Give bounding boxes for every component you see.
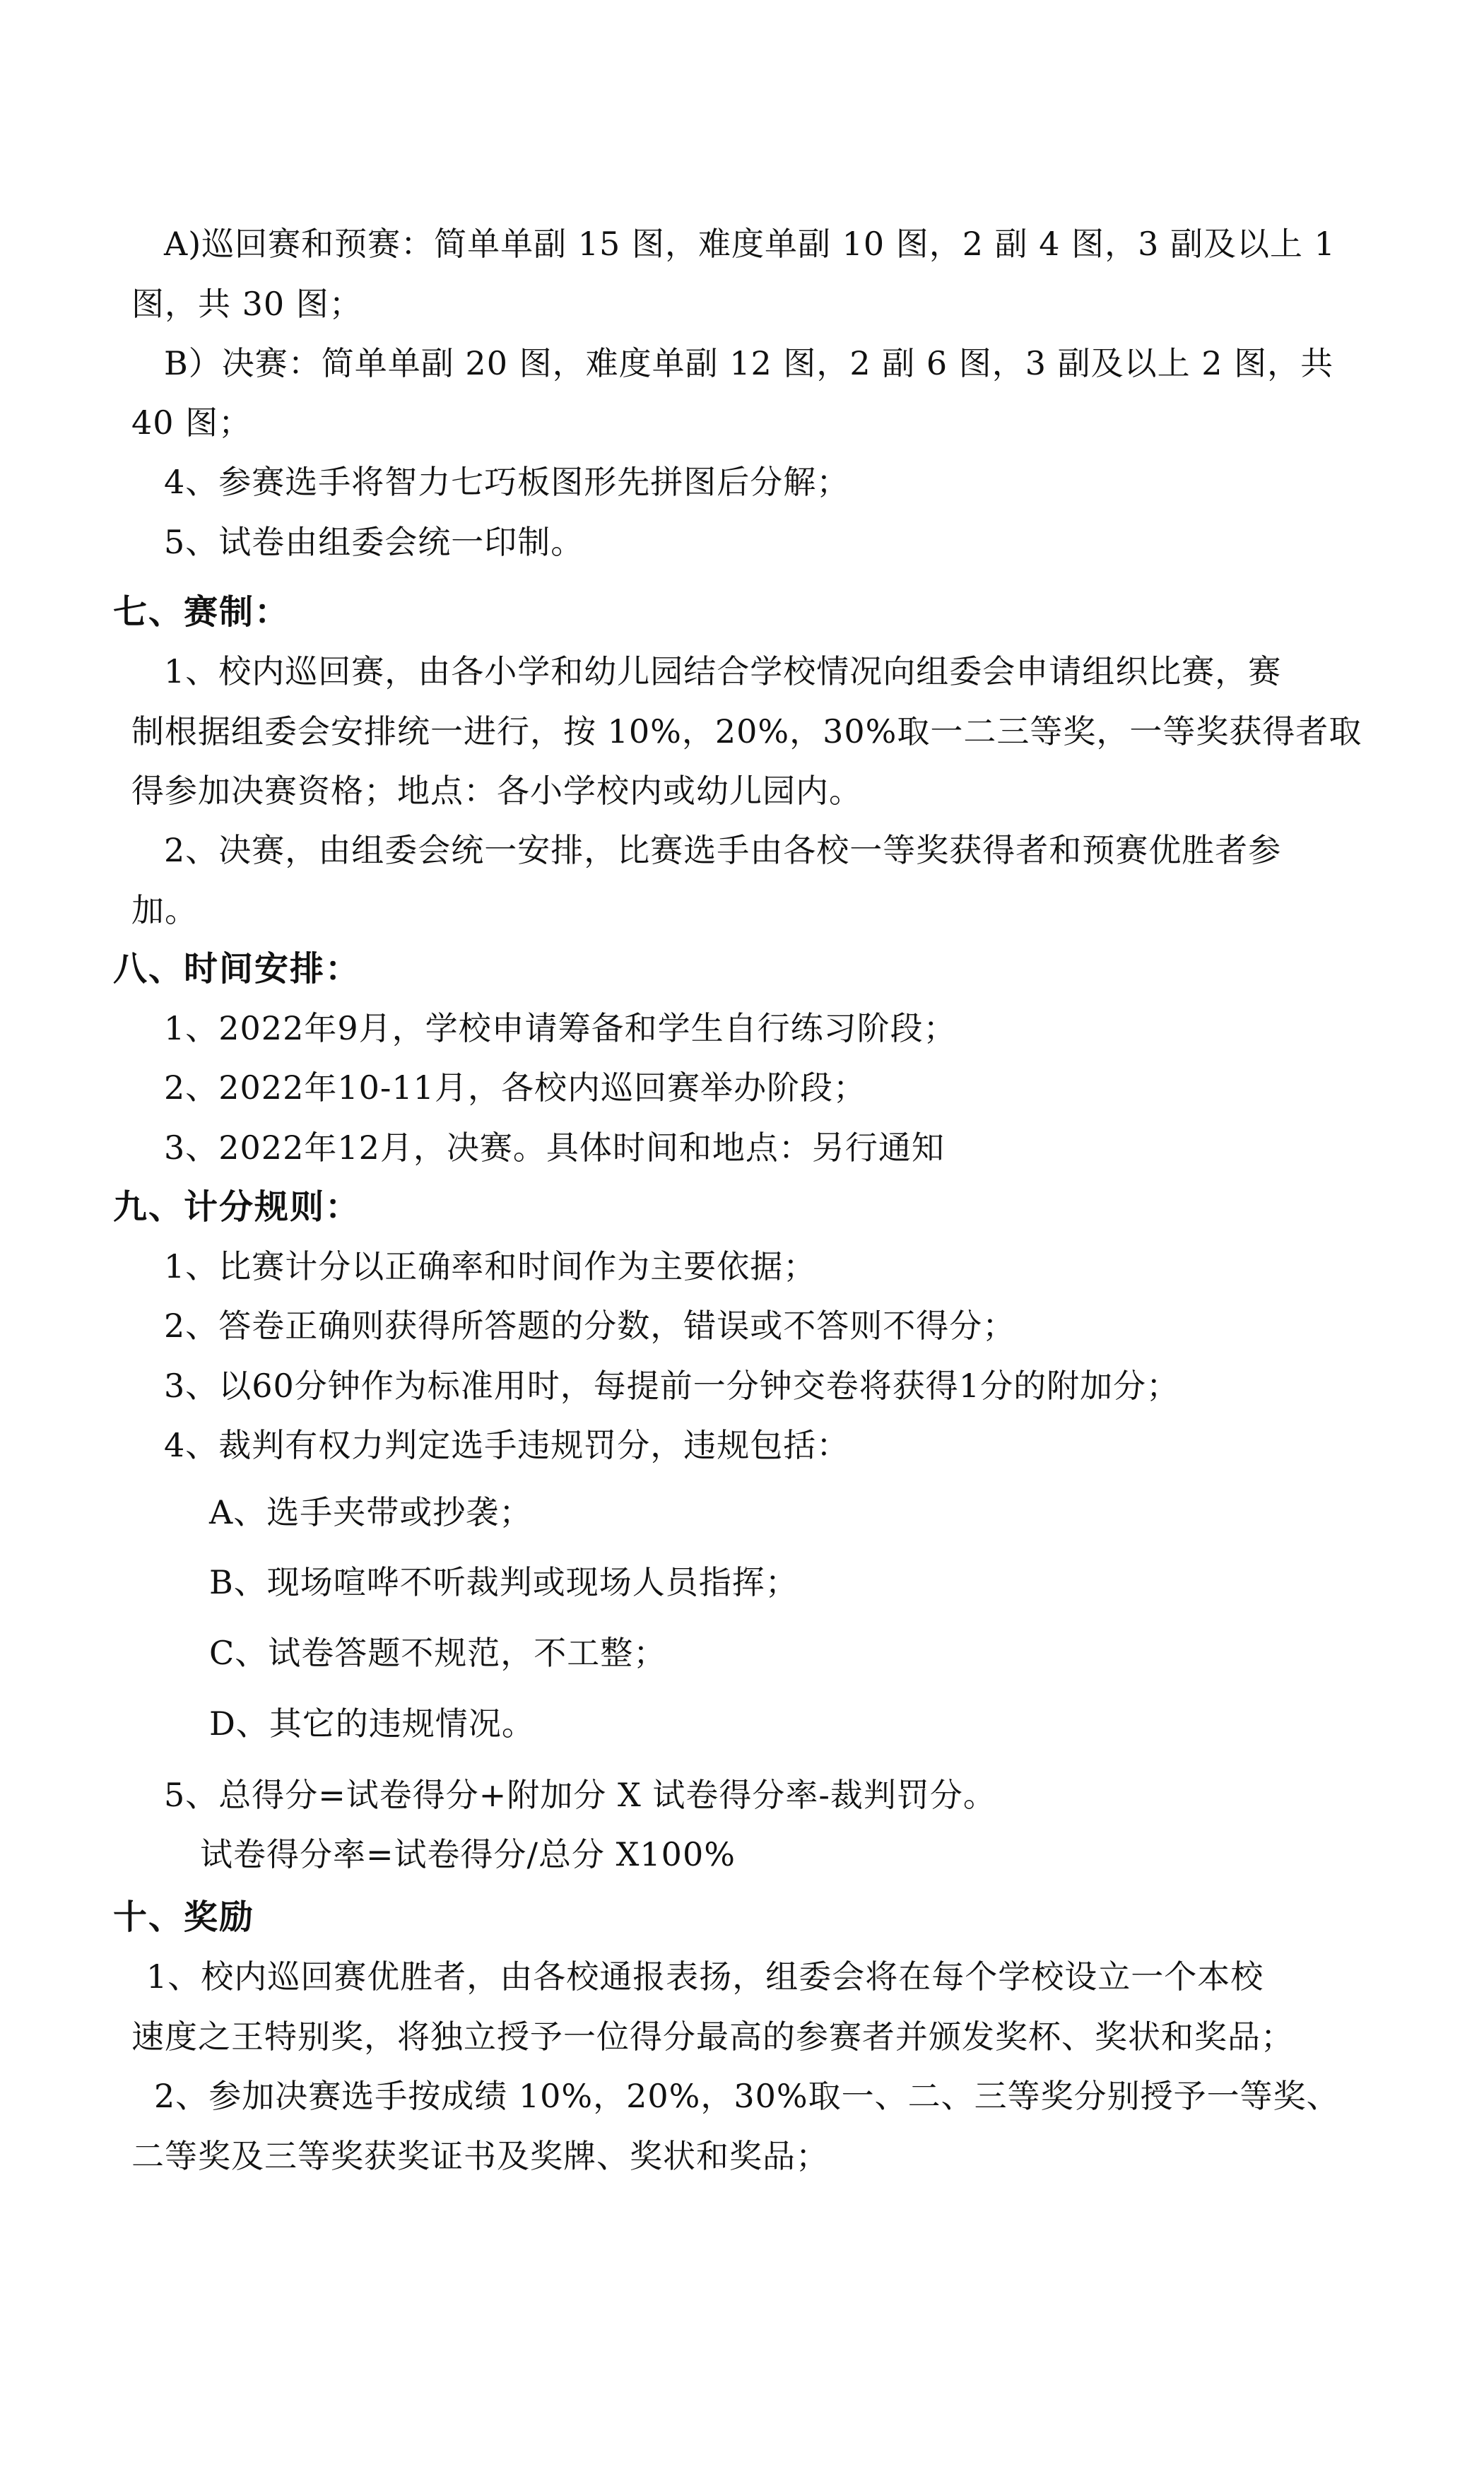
paper-item-4: 4、参赛选手将智力七巧板图形先拼图后分解；	[164, 463, 850, 501]
section7-p1-line1: 1、校内巡回赛，由各小学和幼儿园结合学校情况向组委会申请组织比赛，赛	[164, 652, 1282, 690]
section9-item-2: 2、答卷正确则获得所答题的分数，错误或不答则不得分；	[164, 1307, 1016, 1345]
section7-p1-line3: 得参加决赛资格；地点：各小学校内或幼儿园内。	[131, 772, 862, 810]
section8-item-3: 3、2022年12月，决赛。具体时间和地点：另行通知	[164, 1129, 945, 1167]
paper-a-line2: 图，共 30 图；	[131, 285, 363, 323]
section8-item-2: 2、2022年10-11月，各校内巡回赛举办阶段；	[164, 1068, 866, 1107]
paper-a-line1: A)巡回赛和预赛：简单单副 15 图，难度单副 10 图，2 副 4 图，3 副及以上 1	[164, 225, 1336, 263]
section9-sub-d: D、其它的违规情况。	[209, 1704, 535, 1743]
section8-heading: 八、时间安排：	[113, 949, 361, 989]
section7-heading: 七、赛制：	[113, 592, 290, 632]
section7-p2-line2: 加。	[131, 891, 198, 929]
section9-sub-a: A、选手夹带或抄袭；	[209, 1493, 533, 1531]
paper-item-5: 5、试卷由组委会统一印制。	[164, 523, 584, 561]
section8-item-1: 1、2022年9月，学校申请筹备和学生自行练习阶段；	[164, 1009, 957, 1047]
section9-item-3: 3、以60分钟作为标准用时，每提前一分钟交卷将获得1分的附加分；	[164, 1367, 1180, 1405]
section10-p2-line2: 二等奖及三等奖获奖证书及奖牌、奖状和奖品；	[131, 2137, 829, 2175]
section9-item-5: 5、总得分=试卷得分+附加分 X 试卷得分率-裁判罚分。	[164, 1776, 996, 1814]
section7-p2-line1: 2、决赛，由组委会统一安排，比赛选手由各校一等奖获得者和预赛优胜者参	[164, 831, 1282, 869]
section9-item-4: 4、裁判有权力判定选手违规罚分，违规包括：	[164, 1426, 850, 1464]
section10-p2-line1: 2、参加决赛选手按成绩 10%，20%，30%取一、二、三等奖分别授予一等奖、	[154, 2077, 1340, 2115]
section9-sub-c: C、试卷答题不规范，不工整；	[209, 1634, 667, 1672]
section10-heading: 十、奖励	[113, 1897, 255, 1937]
section9-item5-formula: 试卷得分率=试卷得分/总分 X100%	[200, 1835, 736, 1873]
section9-item-1: 1、比赛计分以正确率和时间作为主要依据；	[164, 1247, 817, 1285]
paper-b-line2: 40 图；	[131, 404, 252, 442]
paper-b-line1: B）决赛：简单单副 20 图，难度单副 12 图，2 副 6 图，3 副及以上 2 图，共	[164, 344, 1334, 382]
section9-heading: 九、计分规则：	[113, 1187, 361, 1227]
section10-p1-line1: 1、校内巡回赛优胜者，由各校通报表扬，组委会将在每个学校设立一个本校	[146, 1957, 1264, 1996]
section7-p1-line2: 制根据组委会安排统一进行，按 10%，20%，30%取一二三等奖，一等奖获得者取	[131, 712, 1362, 750]
section10-p1-line2: 速度之王特别奖，将独立授予一位得分最高的参赛者并颁发奖杯、奖状和奖品；	[131, 2018, 1294, 2056]
section9-sub-b: B、现场喧哗不听裁判或现场人员指挥；	[209, 1563, 799, 1601]
